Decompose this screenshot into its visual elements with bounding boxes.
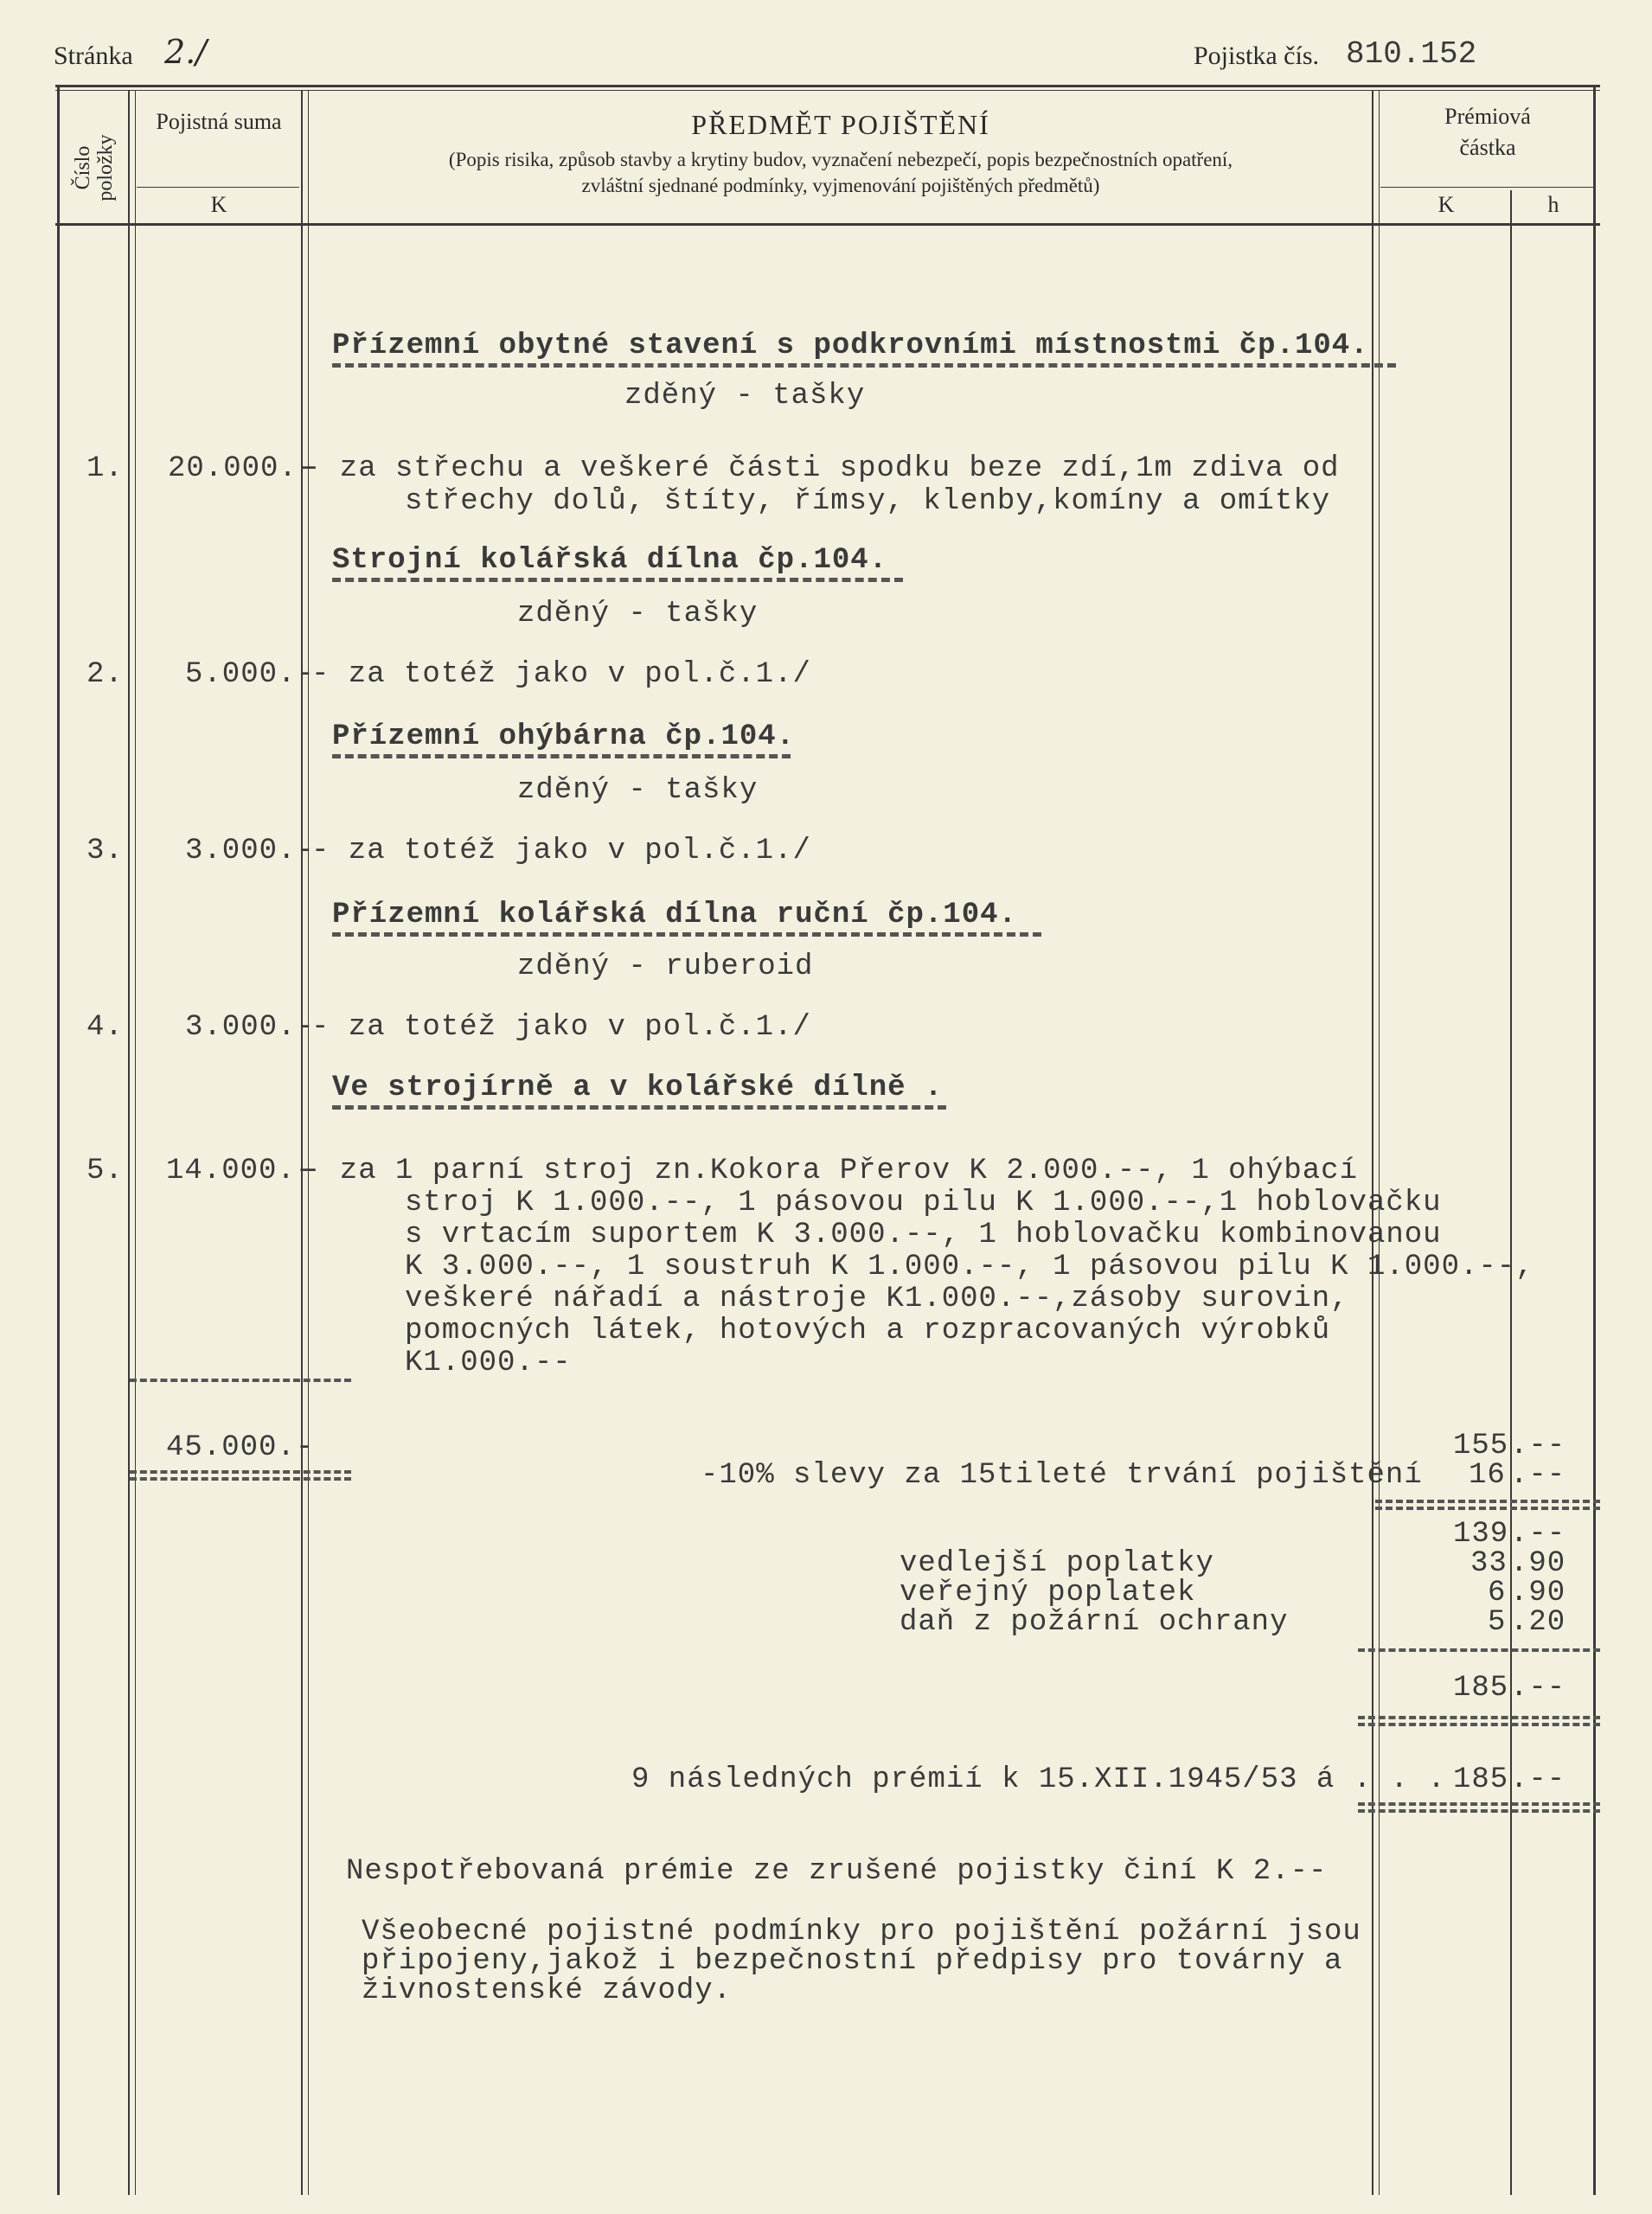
building3-type: zděný - tašky bbox=[517, 774, 759, 807]
building4-underline bbox=[332, 932, 1041, 937]
total-k: 185 bbox=[1453, 1672, 1509, 1705]
premium-header-divider bbox=[1380, 187, 1593, 188]
conditions-line-1: Všeobecné pojistné podmínky pro pojištění požární jsou bbox=[362, 1916, 1361, 1948]
fee2-h: .90 bbox=[1510, 1577, 1566, 1609]
building2-type: zděný - tašky bbox=[517, 598, 759, 630]
frame-right-line bbox=[1593, 85, 1596, 2195]
header-insured-sum: Pojistná suma bbox=[156, 109, 282, 134]
section5-title: Ve strojírně a v kolářské dílně . bbox=[332, 1072, 944, 1104]
building3-underline bbox=[332, 754, 791, 758]
subsequent-k: 185 bbox=[1453, 1763, 1509, 1796]
subtotal-k: 139 bbox=[1453, 1518, 1509, 1551]
conditions-line-3: živnostenské závody. bbox=[362, 1974, 733, 2007]
premium-separator-4a bbox=[1358, 1802, 1600, 1806]
item2-sum: 5.000.- bbox=[185, 658, 315, 691]
building2-underline bbox=[332, 578, 903, 582]
header-bottom-line bbox=[55, 223, 1600, 226]
sum-separator-top bbox=[130, 1379, 351, 1382]
item3-text: - za totéž jako v pol.č.1./ bbox=[311, 835, 811, 867]
item5-text-7: K1.000.-- bbox=[405, 1347, 572, 1379]
column-divider-sum-thin bbox=[308, 90, 309, 2195]
premium-separator-1b bbox=[1375, 1507, 1600, 1510]
item5-text-1: - za 1 parní stroj zn.Kokora Přerov K 2.000.--, 1 ohýbací bbox=[303, 1155, 1358, 1187]
header-premium-h: h bbox=[1547, 192, 1559, 217]
item2-text: - za totéž jako v pol.č.1./ bbox=[311, 658, 811, 691]
item3-number: 3. bbox=[86, 835, 124, 867]
premium-separator-3a bbox=[1358, 1716, 1600, 1719]
item1-text-1: - za střechu a veškeré části spodku beze zdí,1m zdiva od bbox=[303, 452, 1340, 485]
policy-label: Pojistka čís. bbox=[1194, 42, 1320, 70]
page-number: 2./ bbox=[164, 33, 208, 71]
building4-type: zděný - ruberoid bbox=[517, 950, 814, 983]
subsequent-premiums-text: 9 následných prémií k 15.XII.1945/53 á . . . bbox=[631, 1763, 1446, 1796]
discount-k: 16 bbox=[1469, 1459, 1506, 1492]
premium-separator-4b bbox=[1358, 1809, 1600, 1813]
item2-number: 2. bbox=[86, 658, 124, 691]
fee3-k: 5 bbox=[1488, 1606, 1507, 1639]
fee1-label: vedlejší poplatky bbox=[900, 1547, 1214, 1580]
conditions-line-2: připojeny,jakož i bezpečnostní předpisy pro továrny a bbox=[362, 1945, 1343, 1978]
total-sum: 45.000.- bbox=[166, 1431, 315, 1464]
header-premium-k: K bbox=[1437, 192, 1455, 217]
sum-separator-bottom-1 bbox=[130, 1470, 351, 1474]
page-label: Stránka bbox=[54, 42, 133, 70]
building1-underline bbox=[332, 363, 1396, 368]
item3-sum: 3.000.- bbox=[185, 835, 315, 867]
header-subject-desc-2: zvláštní sjednané podmínky, vyjmenování pojištěných předmětů) bbox=[581, 175, 1100, 196]
fee2-k: 6 bbox=[1488, 1577, 1507, 1609]
header-subject-desc-1: (Popis risika, způsob stavby a krytiny budov, vyznačení nebezpečí, popis bezpečnostních opatření, bbox=[448, 149, 1233, 170]
item5-sum: 14.000.- bbox=[166, 1155, 315, 1187]
header-item-number bbox=[67, 102, 119, 214]
column-divider-subject bbox=[1372, 90, 1373, 2195]
subtotal-h: .-- bbox=[1510, 1518, 1566, 1551]
premium-base-k: 155 bbox=[1453, 1430, 1509, 1462]
header-subject-title: PŘEDMĚT POJIŠTĚNÍ bbox=[691, 109, 990, 140]
unused-premium-note: Nespotřebovaná prémie ze zrušené pojistky činí K 2.-- bbox=[346, 1855, 1328, 1888]
item5-text-5: veškeré nářadí a nástroje K1.000.--,zásoby surovin, bbox=[405, 1283, 1349, 1315]
item5-number: 5. bbox=[86, 1155, 124, 1187]
column-divider-sum bbox=[301, 90, 303, 2195]
frame-top-line-thin bbox=[55, 90, 1600, 91]
building2-title: Strojní kolářská dílna čp.104. bbox=[332, 544, 888, 577]
item5-text-3: s vrtacím suportem K 3.000.--, 1 hoblovačku kombinovanou bbox=[405, 1219, 1442, 1251]
building4-title: Přízemní kolářská dílna ruční čp.104. bbox=[332, 899, 1017, 931]
sum-separator-bottom-2 bbox=[130, 1477, 351, 1481]
column-divider-k-h bbox=[1510, 190, 1512, 2195]
premium-base-h: .-- bbox=[1510, 1430, 1566, 1462]
frame-left-line bbox=[57, 85, 60, 2195]
item4-text: - za totéž jako v pol.č.1./ bbox=[311, 1011, 811, 1044]
item4-sum: 3.000.- bbox=[185, 1011, 315, 1044]
section5-underline bbox=[332, 1105, 946, 1110]
frame-top-line bbox=[55, 85, 1600, 87]
fee1-h: .90 bbox=[1510, 1547, 1566, 1580]
building1-type: zděný - tašky bbox=[624, 380, 866, 413]
header-premium-2: částka bbox=[1459, 135, 1516, 160]
premium-separator-1a bbox=[1375, 1500, 1600, 1503]
item5-text-4: K 3.000.--, 1 soustruh K 1.000.--, 1 pásovou pilu K 1.000.--, bbox=[405, 1251, 1534, 1283]
subsequent-h: .-- bbox=[1510, 1763, 1566, 1796]
fee2-label: veřejný poplatek bbox=[900, 1577, 1196, 1609]
header-item-number-text: Číslo položky bbox=[72, 134, 117, 202]
item5-text-2: stroj K 1.000.--, 1 pásovou pilu K 1.000.--,1 hoblovačku bbox=[405, 1187, 1442, 1219]
discount-h: .-- bbox=[1510, 1459, 1566, 1492]
item1-sum: 20.000.- bbox=[168, 452, 317, 485]
column-divider-item-thin bbox=[135, 90, 136, 2195]
item4-number: 4. bbox=[86, 1011, 124, 1044]
fee1-k: 33 bbox=[1470, 1547, 1508, 1580]
sum-header-divider bbox=[137, 187, 299, 188]
fee3-label: daň z požární ochrany bbox=[900, 1606, 1289, 1639]
building3-title: Přízemní ohýbárna čp.104. bbox=[332, 720, 796, 753]
header-premium-1: Prémiová bbox=[1444, 104, 1531, 129]
premium-separator-2 bbox=[1358, 1648, 1600, 1652]
column-divider-subject-thin bbox=[1379, 90, 1380, 2195]
premium-separator-3b bbox=[1358, 1723, 1600, 1726]
item5-text-6: pomocných látek, hotových a rozpracovaných výrobků bbox=[405, 1315, 1331, 1347]
item1-text-2: střechy dolů, štíty, římsy, klenby,komíny a omítky bbox=[405, 485, 1331, 518]
item1-number: 1. bbox=[86, 452, 124, 485]
total-h: .-- bbox=[1510, 1672, 1566, 1705]
header-insured-sum-unit: K bbox=[210, 192, 227, 217]
fee3-h: .20 bbox=[1510, 1606, 1566, 1639]
policy-number: 810.152 bbox=[1346, 36, 1477, 72]
column-divider-item bbox=[128, 90, 130, 2195]
discount-text: -10% slevy za 15tileté trvání pojištění bbox=[701, 1459, 1423, 1492]
building1-title: Přízemní obytné stavení s podkrovními místnostmi čp.104. bbox=[332, 330, 1369, 362]
